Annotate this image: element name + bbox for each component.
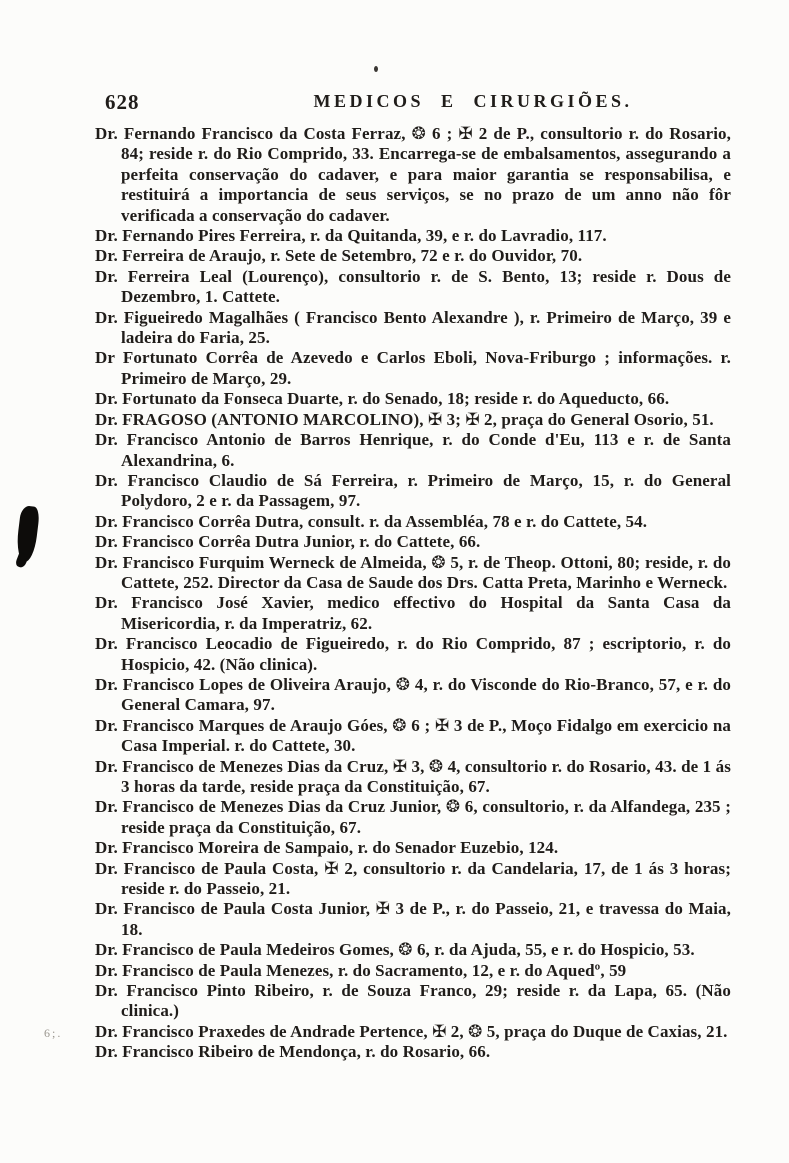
directory-entry: Dr. Francisco Claudio de Sá Ferreira, r. Primeiro de Março, 15, r. do General Polydoro, 2 e r. da Passagem, 97. <box>95 470 731 511</box>
directory-listing <box>95 124 731 1063</box>
ink-speck <box>374 66 378 72</box>
directory-entry: Dr. Francisco Moreira de Sampaio, r. do Senador Euzebio, 124. <box>95 838 559 858</box>
directory-entry: Dr. Francisco Lopes de Oliveira Araujo, ❂ 4, r. do Visconde do Rio-Branco, 57, e r. do General Camara, 97. <box>95 674 731 715</box>
directory-entry: Dr. FRAGOSO (ANTONIO MARCOLINO), ✠ 3; ✠ 2, praça do General Osorio, 51. <box>95 409 714 429</box>
directory-entry: Dr. Fernando Francisco da Costa Ferraz, ❂ 6 ; ✠ 2 de P., consultorio r. do Rosario, 84; reside r. do Rio Comprido, 33. Encarrega-se de embalsamentos, assegurando a perfeita conservação do cadaver, e para maior garantia se responsabilisa, e restituirá a importancia de seus serviços, se no prazo de um anno não fôr verificada a conservação do cadaver. <box>95 124 731 225</box>
directory-entry: Dr. Ferreira de Araujo, r. Sete de Setembro, 72 e r. do Ouvidor, 70. <box>95 246 583 266</box>
directory-entry: Dr. Francisco Marques de Araujo Góes, ❂ 6 ; ✠ 3 de P., Moço Fidalgo em exercicio na Casa Imperial. r. do Cattete, 30. <box>95 715 731 756</box>
directory-entry: Dr. Francisco de Menezes Dias da Cruz Junior, ❂ 6, consultorio, r. da Alfandega, 235 ; reside praça da Constituição, 67. <box>95 797 731 837</box>
directory-entry: Dr. Francisco José Xavier, medico effectivo do Hospital da Santa Casa da Misericordia, r. da Imperatriz, 62. <box>95 593 731 633</box>
directory-entry: Dr Fortunato Corrêa de Azevedo e Carlos Eboli, Nova-Friburgo ; informações. r. Primeiro de Março, 29. <box>95 348 731 388</box>
margin-note: 6;. <box>44 1026 63 1040</box>
directory-entry: Dr. Ferreira Leal (Lourenço), consultorio r. de S. Bento, 13; reside r. Dous de Dezembro, 1. Cattete. <box>95 266 731 307</box>
directory-entry: Dr. Francisco de Paula Medeiros Gomes, ❂ 6, r. da Ajuda, 55, e r. do Hospicio, 53. <box>95 940 695 960</box>
directory-entry: Dr. Francisco Corrêa Dutra Junior, r. do Cattete, 66. <box>95 532 481 552</box>
directory-entry: Dr. Francisco de Paula Menezes, r. do Sacramento, 12, e r. do Aquedº, 59 <box>95 960 627 980</box>
directory-entry: Dr. Francisco Furquim Werneck de Almeida, ❂ 5, r. de Theop. Ottoni, 80; reside, r. do Cattete, 252. Director da Casa de Saude dos Drs. Catta Preta, Marinho e Werneck. <box>95 552 731 592</box>
directory-entry: Dr. Francisco Ribeiro de Mendonça, r. do Rosario, 66. <box>95 1042 491 1062</box>
directory-entry: Dr. Francisco Leocadio de Figueiredo, r. do Rio Comprido, 87 ; escriptorio, r. do Hospicio, 42. (Não clinica). <box>95 634 731 674</box>
directory-entry: Dr. Fernando Pires Ferreira, r. da Quitanda, 39, e r. do Lavradio, 117. <box>95 226 607 246</box>
directory-entry: Dr. Francisco Corrêa Dutra, consult. r. da Assembléa, 78 e r. do Cattete, 54. <box>95 511 648 531</box>
directory-entry: Dr. Francisco Antonio de Barros Henrique, r. do Conde d'Eu, 113 e r. de Santa Alexandrina, 6. <box>95 430 731 470</box>
directory-entry: Dr. Francisco Pinto Ribeiro, r. de Souza Franco, 29; reside r. da Lapa, 65. (Não clinica.) <box>95 981 731 1021</box>
page-title: MEDICOS E CIRURGIÕES. <box>313 91 633 111</box>
directory-entry: Dr. Francisco Praxedes de Andrade Pertence, ✠ 2, ❂ 5, praça do Duque de Caxias, 21. <box>95 1021 728 1041</box>
ink-blob <box>15 505 41 563</box>
page-number: 628 <box>105 90 140 114</box>
directory-entry: Dr. Fortunato da Fonseca Duarte, r. do Senado, 18; reside r. do Aqueducto, 66. <box>95 389 670 409</box>
directory-entry: Dr. Figueiredo Magalhães ( Francisco Bento Alexandre ), r. Primeiro de Março, 39 e ladeira do Faria, 25. <box>95 307 731 348</box>
directory-entry: Dr. Francisco de Paula Costa Junior, ✠ 3 de P., r. do Passeio, 21, e travessa do Maia, 18. <box>95 899 731 939</box>
directory-entry: Dr. Francisco de Paula Costa, ✠ 2, consultorio r. da Candelaria, 17, de 1 ás 3 horas; reside r. do Passeio, 21. <box>95 858 731 899</box>
page-header <box>95 88 731 118</box>
directory-entry: Dr. Francisco de Menezes Dias da Cruz, ✠ 3, ❂ 4, consultorio r. do Rosario, 43. de 1 ás 3 horas da tarde, reside praça da Constituição, 67. <box>95 756 731 796</box>
